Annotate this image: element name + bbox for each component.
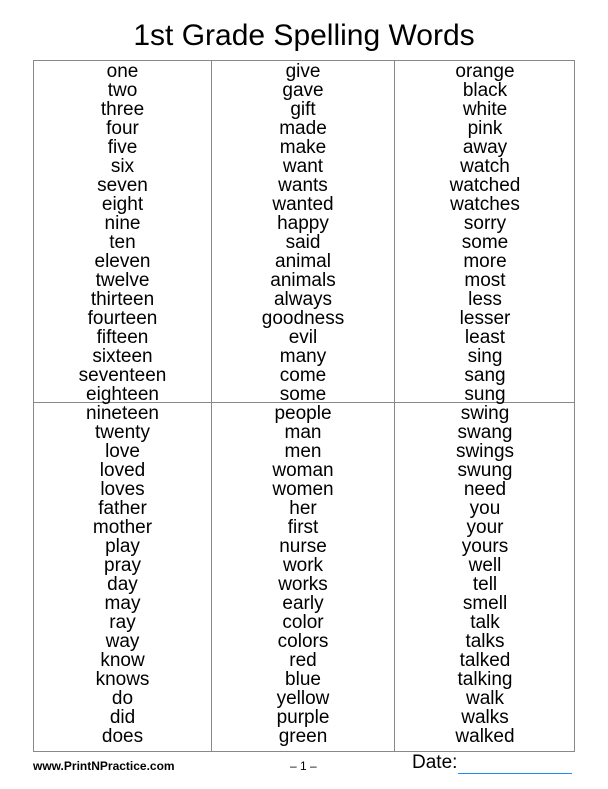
spelling-word: purple — [276, 707, 330, 728]
spelling-word: pray — [104, 555, 141, 576]
spelling-word: wants — [278, 175, 328, 196]
spelling-word: many — [279, 346, 327, 367]
spelling-word: gave — [282, 80, 324, 101]
spelling-word: your — [466, 517, 504, 538]
spelling-word: swing — [460, 403, 510, 424]
spelling-word: eight — [101, 194, 144, 215]
spelling-word: one — [106, 61, 139, 82]
spelling-word: man — [284, 422, 322, 443]
spelling-word: play — [105, 536, 140, 557]
word-column-6 — [395, 404, 575, 746]
spelling-word: early — [282, 593, 324, 614]
spelling-word: more — [463, 251, 507, 272]
spelling-word: animal — [275, 251, 331, 272]
spelling-word: animals — [270, 270, 336, 291]
spelling-word: nurse — [279, 536, 327, 557]
spelling-word: want — [282, 156, 324, 177]
spelling-word: red — [289, 650, 317, 671]
spelling-word: knows — [95, 669, 150, 690]
spelling-word: talks — [465, 631, 505, 652]
spelling-word: nineteen — [86, 403, 159, 424]
spelling-word: women — [272, 479, 334, 500]
spelling-word: ray — [109, 612, 136, 633]
spelling-word: do — [111, 688, 134, 709]
spelling-word: works — [278, 574, 328, 595]
spelling-word: swung — [457, 460, 513, 481]
spelling-word: sung — [464, 384, 506, 405]
spelling-word: always — [273, 289, 333, 310]
spelling-word: father — [98, 498, 147, 519]
spelling-word: talk — [470, 612, 500, 633]
spelling-word: eighteen — [86, 384, 159, 405]
spelling-word: lesser — [459, 308, 511, 329]
spelling-word: happy — [277, 213, 329, 234]
spelling-word: love — [105, 441, 140, 462]
spelling-word: walk — [465, 688, 504, 709]
spelling-word: does — [101, 726, 144, 747]
spelling-word: three — [100, 99, 145, 120]
spelling-word: watches — [450, 194, 520, 215]
page-number: – 1 – — [290, 759, 317, 773]
spelling-word: evil — [288, 327, 318, 348]
spelling-word: nine — [104, 213, 141, 234]
spelling-word: work — [282, 555, 324, 576]
spelling-word: twelve — [95, 270, 150, 291]
spelling-word: loves — [100, 479, 145, 500]
spelling-word: six — [110, 156, 135, 177]
spelling-word: swings — [455, 441, 515, 462]
spelling-word: sang — [464, 365, 506, 386]
spelling-word: watch — [460, 156, 510, 177]
spelling-word: woman — [272, 460, 334, 481]
spelling-word: less — [468, 289, 502, 310]
spelling-word: green — [278, 726, 328, 747]
spelling-word: eleven — [94, 251, 151, 272]
spelling-word: black — [462, 80, 508, 101]
spelling-word: you — [469, 498, 501, 519]
spelling-word: twenty — [95, 422, 150, 443]
spelling-word: well — [468, 555, 502, 576]
word-column-3 — [395, 62, 575, 404]
spelling-word: watched — [449, 175, 521, 196]
spelling-word: made — [279, 118, 327, 139]
spelling-word: seven — [97, 175, 148, 196]
spelling-word: smell — [462, 593, 508, 614]
date-field-line — [458, 773, 572, 774]
spelling-word: colors — [277, 631, 329, 652]
spelling-word: people — [274, 403, 332, 424]
spelling-word: yours — [461, 536, 509, 557]
spelling-word: ten — [109, 232, 136, 253]
spelling-word: some — [279, 384, 327, 405]
spelling-word: talked — [459, 650, 511, 671]
spelling-word: most — [464, 270, 506, 291]
spelling-word: give — [285, 61, 321, 82]
spelling-word: fifteen — [96, 327, 149, 348]
word-column-2 — [212, 62, 394, 404]
date-label: Date: — [412, 752, 458, 773]
word-column-5 — [212, 404, 394, 746]
spelling-word: men — [284, 441, 322, 462]
spelling-word: her — [289, 498, 317, 519]
spelling-word: come — [279, 365, 327, 386]
spelling-word: mother — [92, 517, 153, 538]
spelling-word: walks — [461, 707, 509, 728]
spelling-word: may — [104, 593, 141, 614]
spelling-word: sorry — [463, 213, 507, 234]
spelling-word: blue — [285, 669, 321, 690]
spelling-word: wanted — [272, 194, 334, 215]
page-title: 1st Grade Spelling Words — [133, 19, 475, 52]
spelling-word: said — [285, 232, 321, 253]
spelling-word: seventeen — [78, 365, 167, 386]
spelling-word: loved — [99, 460, 146, 481]
spelling-word: talking — [457, 669, 513, 690]
spelling-word: thirteen — [90, 289, 155, 310]
spelling-word: day — [107, 574, 138, 595]
spelling-word: sixteen — [92, 346, 153, 367]
spelling-word: fourteen — [87, 308, 158, 329]
spelling-word: first — [287, 517, 319, 538]
word-grid — [33, 60, 575, 752]
site-url: www.PrintNPractice.com — [33, 759, 175, 773]
spelling-word: white — [462, 99, 508, 120]
spelling-word: goodness — [261, 308, 345, 329]
spelling-word: need — [463, 479, 507, 500]
spelling-word: did — [109, 707, 136, 728]
spelling-word: color — [282, 612, 324, 633]
spelling-word: least — [464, 327, 506, 348]
spelling-word: pink — [467, 118, 503, 139]
spelling-word: orange — [455, 61, 515, 82]
spelling-word: walked — [455, 726, 515, 747]
spelling-word: away — [462, 137, 508, 158]
spelling-word: five — [107, 137, 138, 158]
spelling-word: way — [105, 631, 140, 652]
spelling-word: sing — [467, 346, 503, 367]
spelling-word: know — [100, 650, 145, 671]
spelling-word: gift — [290, 99, 316, 120]
spelling-word: four — [106, 118, 139, 139]
spelling-word: swang — [457, 422, 513, 443]
spelling-word: tell — [472, 574, 498, 595]
spelling-word: two — [107, 80, 138, 101]
word-column-4 — [34, 404, 211, 746]
spelling-word: some — [461, 232, 509, 253]
spelling-word: yellow — [276, 688, 330, 709]
word-column-1 — [34, 62, 211, 404]
spelling-word: make — [279, 137, 327, 158]
